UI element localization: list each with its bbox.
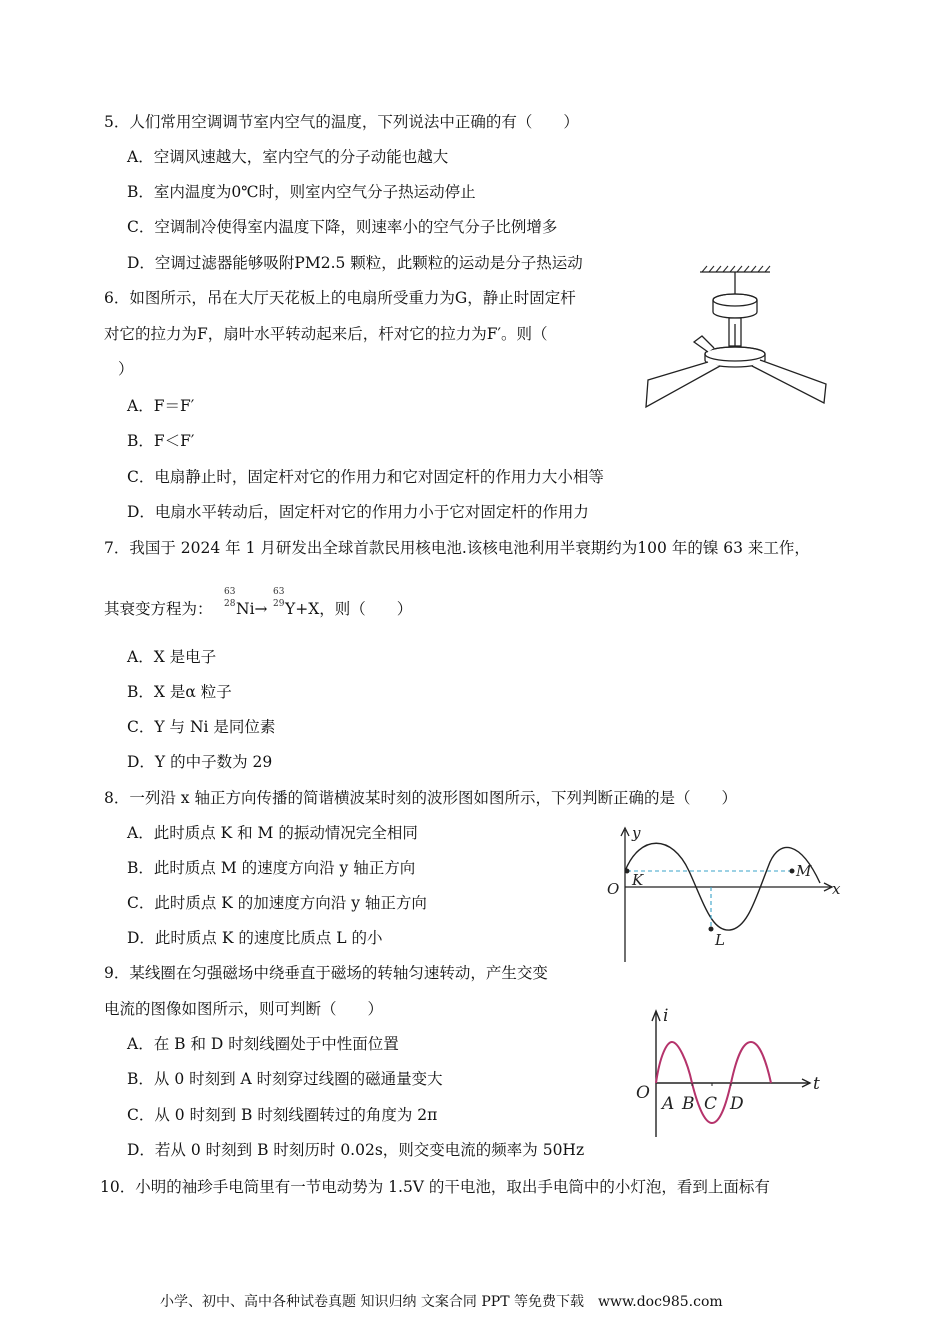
- q8-option-c: C．此时质点 K 的加速度方向沿 y 轴正方向: [127, 894, 427, 912]
- point-m: [790, 869, 795, 874]
- q5-option-c: C．空调制冷使得室内温度下降，则速率小的空气分子比例增多: [127, 218, 558, 236]
- ni-atomic-number: 28: [224, 599, 236, 609]
- wave-m-label: M: [796, 862, 812, 880]
- footer-text: 小学、初中、高中各种试卷真题 知识归纳 文案合同 PPT 等免费下载 www.doc985.com: [160, 1294, 723, 1310]
- q9-option-d: D．若从 0 时刻到 B 时刻历时 0.02s，则交变电流的频率为 50Hz: [127, 1141, 585, 1159]
- q9-stem-line1: 9．某线圈在匀强磁场中绕垂直于磁场的转轴匀速转动，产生交变: [104, 964, 548, 982]
- wave-x-label: x: [832, 880, 841, 898]
- wave-l-label: L: [715, 931, 725, 949]
- q7-stem-line1: 7．我国于 2024 年 1 月研发出全球首款民用核电池.该核电池利用半衰期约为100 年的镍 63 来工作，: [104, 539, 810, 557]
- q8-option-b: B．此时质点 M 的速度方向沿 y 轴正方向: [127, 859, 416, 877]
- q9-option-c: C．从 0 时刻到 B 时刻线圈转过的角度为 2π: [127, 1106, 438, 1124]
- y-mass-number: 63: [273, 587, 285, 597]
- ac-i-label: i: [663, 1006, 669, 1026]
- ac-origin-label: O: [636, 1083, 650, 1103]
- ac-c-label: C: [704, 1094, 718, 1114]
- ac-t-label: t: [813, 1074, 820, 1094]
- q7-option-b: B．X 是α 粒子: [127, 683, 232, 701]
- q5-stem: 5．人们常用空调调节室内空气的温度，下列说法中正确的有（ ）: [104, 113, 579, 131]
- q6-option-a: A．F＝F′: [127, 397, 195, 415]
- wave-k-label: K: [632, 871, 644, 889]
- point-k: [625, 869, 630, 874]
- ac-d-label: D: [730, 1094, 744, 1114]
- point-l: [709, 927, 714, 932]
- q5-option-d: D．空调过滤器能够吸附PM2.5 颗粒，此颗粒的运动是分子热运动: [127, 254, 583, 272]
- q6-stem-line1: 6．如图所示，吊在大厅天花板上的电扇所受重力为G，静止时固定杆: [104, 289, 576, 307]
- q9-stem-line2: 电流的图像如图所示，则可判断（ ）: [104, 1000, 384, 1018]
- ni-mass-number: 63: [224, 587, 236, 597]
- q6-option-b: B．F＜F′: [127, 432, 195, 450]
- wave-y-label: y: [632, 824, 641, 842]
- q7-option-c: C．Y 与 Ni 是同位素: [127, 718, 276, 736]
- q9-option-b: B．从 0 时刻到 A 时刻穿过线圈的磁通量变大: [127, 1070, 443, 1088]
- q6-option-c: C．电扇静止时，固定杆对它的作用力和它对固定杆的作用力大小相等: [127, 468, 604, 486]
- ac-current-figure: [630, 1005, 840, 1140]
- ac-b-label: B: [682, 1094, 695, 1114]
- q7-option-d: D．Y 的中子数为 29: [127, 753, 273, 771]
- ni-symbol: Ni→: [236, 600, 268, 618]
- q10-stem: 10．小明的袖珍手电筒里有一节电动势为 1.5V 的干电池，取出手电筒中的小灯泡，看到上面标有: [100, 1178, 770, 1196]
- q8-option-d: D．此时质点 K 的速度比质点 L 的小: [127, 929, 383, 947]
- wave-figure: [600, 822, 850, 967]
- q7-eq-rest: Y+X，则（ ）: [285, 600, 413, 618]
- q5-option-a: A．空调风速越大，室内空气的分子动能也越大: [127, 148, 449, 166]
- q7-eq-prefix: 其衰变方程为：: [104, 600, 213, 618]
- ac-a-label: A: [662, 1094, 675, 1114]
- y-atomic-number: 29: [273, 599, 285, 609]
- q6-option-d: D．电扇水平转动后，固定杆对它的作用力小于它对固定杆的作用力: [127, 503, 589, 521]
- q7-option-a: A．X 是电子: [127, 648, 217, 666]
- q9-option-a: A．在 B 和 D 时刻线圈处于中性面位置: [127, 1035, 399, 1053]
- q6-stem-line2: 对它的拉力为F，扇叶水平转动起来后，杆对它的拉力为F′。则（: [104, 325, 548, 343]
- q6-stem-line3: ）: [118, 360, 134, 378]
- ceiling-fan-figure: [640, 262, 835, 412]
- q5-option-b: B．室内温度为0℃时，则室内空气分子热运动停止: [127, 183, 476, 201]
- wave-origin-label: O: [607, 880, 620, 898]
- q8-stem: 8．一列沿 x 轴正方向传播的简谐横波某时刻的波形图如图所示，下列判断正确的是（ ）: [104, 789, 737, 807]
- q8-option-a: A．此时质点 K 和 M 的振动情况完全相同: [127, 824, 418, 842]
